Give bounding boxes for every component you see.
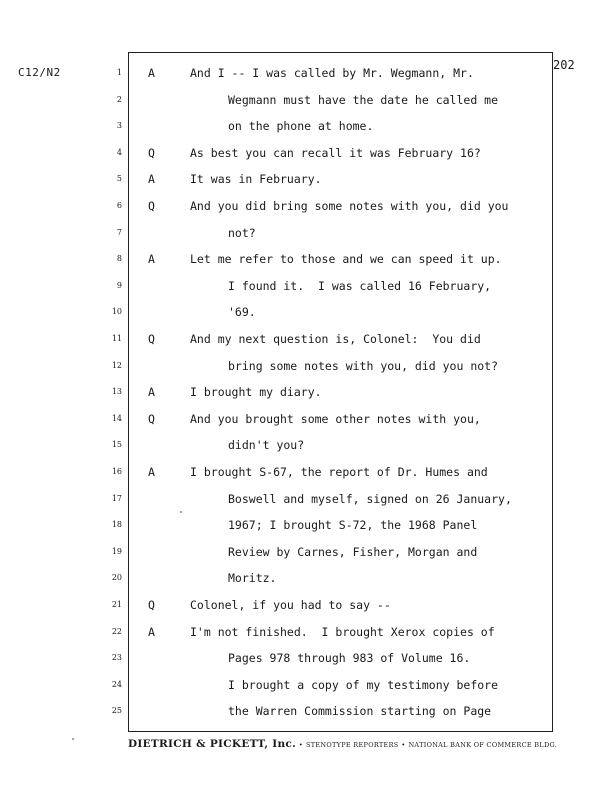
transcript-line	[0, 199, 612, 219]
line-number: 11	[111, 334, 122, 343]
testimony-text: I brought my diary.	[190, 385, 322, 400]
line-number: 1	[116, 68, 122, 77]
testimony-text: I found it. I was called 16 February,	[228, 278, 492, 293]
transcript-line	[0, 93, 612, 113]
testimony-text: on the phone at home.	[228, 119, 374, 134]
transcript-line	[0, 226, 612, 246]
speaker-label: A	[148, 172, 155, 187]
transcript-line	[0, 412, 612, 432]
testimony-text: Colonel, if you had to say --	[190, 598, 391, 612]
page-id: C12/N2	[18, 66, 61, 79]
transcript-line	[0, 172, 612, 192]
firm-name: DIETRICH & PICKETT, Inc.	[128, 738, 297, 750]
testimony-text: 1967; I brought S-72, the 1968 Panel	[228, 518, 478, 533]
transcript-line	[0, 146, 612, 166]
transcript-line	[0, 598, 612, 618]
testimony-text: As best you can recall it was February 16?	[190, 145, 481, 160]
testimony-text: I brought S-67, the report of Dr. Humes and	[190, 465, 488, 479]
line-number: 10	[111, 307, 122, 317]
firm-service: STENOTYPE REPORTERS	[305, 741, 399, 749]
testimony-text: Wegmann must have the date he called me	[228, 92, 499, 107]
testimony-text: Review by Carnes, Fisher, Morgan and	[228, 544, 478, 559]
testimony-text: the Warren Commission starting on Page	[228, 704, 492, 719]
scan-speck	[180, 511, 182, 513]
transcript-line	[0, 119, 612, 139]
line-number: 13	[111, 387, 122, 397]
scan-speck	[72, 738, 74, 740]
speaker-label: Q	[148, 598, 155, 612]
transcript-line	[0, 651, 612, 671]
line-number: 21	[111, 600, 122, 609]
testimony-text: bring some notes with you, did you not?	[228, 358, 499, 373]
transcript-line	[0, 465, 612, 485]
transcript-line	[0, 625, 612, 645]
footer-separator: •	[298, 741, 304, 749]
transcript-line	[0, 279, 612, 299]
testimony-text: And you brought some other notes with you,	[190, 411, 481, 426]
line-number: 7	[116, 227, 122, 237]
line-number: 8	[116, 254, 122, 264]
testimony-text: not?	[228, 225, 256, 240]
line-number: 18	[111, 520, 122, 530]
speaker-label: Q	[148, 332, 155, 346]
testimony-text: Pages 978 through 983 of Volume 16.	[228, 651, 471, 666]
line-number: 6	[116, 201, 122, 210]
speaker-label: A	[148, 465, 155, 479]
transcript-line	[0, 359, 612, 379]
testimony-text: '69.	[228, 305, 256, 320]
line-number: 23	[111, 653, 122, 663]
testimony-text: And my next question is, Colonel: You did	[190, 332, 481, 346]
speaker-label: Q	[148, 199, 155, 213]
testimony-text: And I -- I was called by Mr. Wegmann, Mr.	[190, 66, 474, 80]
page-number: 202	[553, 58, 575, 72]
testimony-text: And you did bring some notes with you, did you	[190, 199, 509, 213]
line-number: 3	[116, 121, 122, 131]
line-number: 5	[116, 174, 122, 184]
testimony-text: I brought a copy of my testimony before	[228, 677, 499, 692]
transcript-line	[0, 332, 612, 352]
transcript-line	[0, 571, 612, 591]
line-number: 17	[111, 493, 122, 503]
speaker-label: A	[148, 624, 155, 639]
speaker-label: Q	[148, 145, 155, 160]
transcript-line	[0, 678, 612, 698]
line-number: 4	[116, 147, 122, 157]
testimony-text: Boswell and myself, signed on 26 January,	[228, 491, 512, 506]
speaker-label: A	[148, 385, 155, 400]
transcript-line	[0, 492, 612, 512]
speaker-label: A	[148, 252, 155, 267]
line-number: 19	[111, 546, 122, 556]
transcript-line	[0, 704, 612, 724]
footer	[128, 738, 568, 750]
speaker-label: A	[148, 66, 155, 80]
line-number: 24	[111, 679, 122, 689]
line-number: 16	[111, 467, 122, 476]
line-number: 15	[111, 440, 122, 450]
transcript-line	[0, 252, 612, 272]
footer-separator: •	[401, 741, 406, 749]
testimony-text: didn't you?	[228, 438, 305, 453]
line-number: 25	[111, 706, 122, 716]
speaker-label: Q	[148, 411, 155, 426]
testimony-text: I'm not finished. I brought Xerox copies of	[190, 624, 495, 639]
transcript-line	[0, 385, 612, 405]
line-number: 22	[111, 626, 122, 636]
transcript-line	[0, 518, 612, 538]
transcript-line	[0, 438, 612, 458]
firm-address: NATIONAL BANK OF COMMERCE BLDG.	[408, 741, 558, 749]
testimony-text: Moritz.	[228, 571, 277, 586]
transcript-line	[0, 305, 612, 325]
testimony-text: It was in February.	[190, 172, 322, 187]
testimony-text: Let me refer to those and we can speed it up.	[190, 252, 502, 267]
line-number: 20	[111, 573, 122, 583]
line-number: 12	[111, 360, 122, 370]
transcript-line	[0, 545, 612, 565]
line-number: 2	[116, 94, 122, 104]
line-number: 9	[116, 280, 122, 290]
line-number: 14	[111, 413, 122, 423]
transcript-line	[0, 66, 612, 86]
